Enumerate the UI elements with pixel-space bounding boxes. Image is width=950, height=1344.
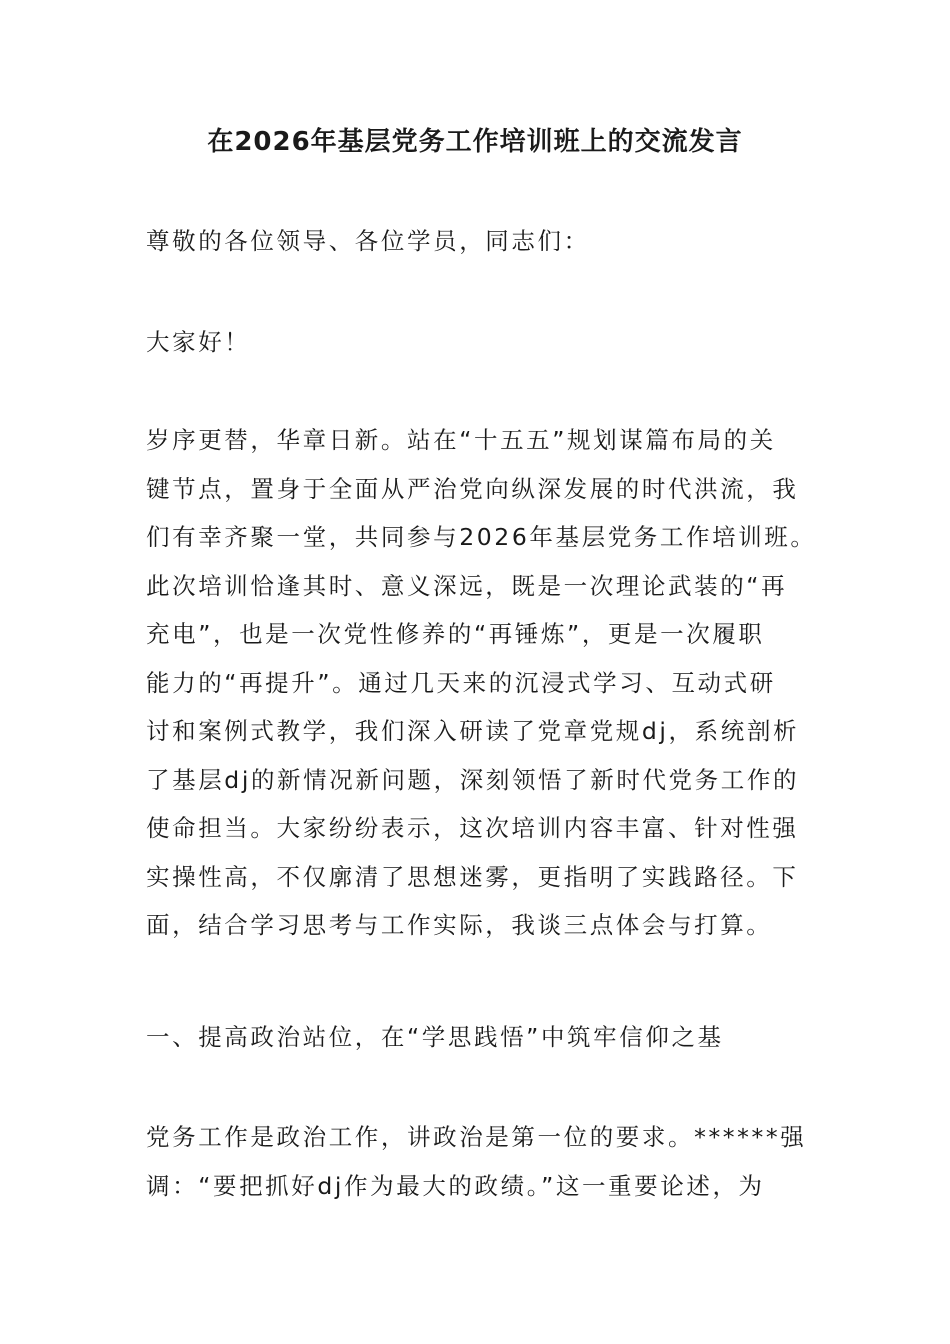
paragraph-intro <box>146 416 818 950</box>
paragraph-section-1 <box>146 1113 818 1210</box>
paragraph-line: 了基层dj的新情况新问题，深刻领悟了新时代党务工作的 <box>146 765 800 794</box>
paragraph-line: 调：“要把抓好dj作为最大的政绩。”这一重要论述，为 <box>146 1171 765 1200</box>
paragraph-line: 使命担当。大家纷纷表示，这次培训内容丰富、针对性强 <box>146 814 799 842</box>
paragraph-line: 充电”，也是一次党性修养的“再锤炼”，更是一次履职 <box>146 620 765 648</box>
paragraph-line: 实操性高，不仅廓清了思想迷雾，更指明了实践路径。下 <box>146 862 799 891</box>
hello-text: 大家好！ <box>146 328 251 356</box>
paragraph-line: 面，结合学习思考与工作实际，我谈三点体会与打算。 <box>146 911 773 939</box>
paragraph-line: 党务工作是政治工作，讲政治是第一位的要求。******强 <box>146 1123 807 1151</box>
hello-line <box>146 318 818 367</box>
paragraph-line: 岁序更替，华章日新。站在“十五五”规划谋篇布局的关 <box>146 426 776 454</box>
paragraph-line: 键节点，置身于全面从严治党向纵深发展的时代洪流，我 <box>146 474 799 503</box>
paragraph-line: 们有幸齐聚一堂，共同参与2026年基层党务工作培训班。 <box>146 523 817 551</box>
section-heading-1 <box>146 1013 818 1062</box>
section-heading-text: 一、提高政治站位，在“学思践悟”中筑牢信仰之基 <box>146 1023 724 1051</box>
paragraph-line: 此次培训恰逢其时、意义深远，既是一次理论武装的“再 <box>146 571 788 600</box>
paragraph-line: 讨和案例式教学，我们深入研读了党章党规dj，系统剖析 <box>146 717 800 745</box>
greeting-line <box>146 217 818 266</box>
document-title: 在2026年基层党务工作培训班上的交流发言 <box>207 127 743 157</box>
greeting-text: 尊敬的各位领导、各位学员，同志们： <box>146 227 590 255</box>
paragraph-line: 能力的“再提升”。通过几天来的沉浸式学习、互动式研 <box>146 668 776 697</box>
